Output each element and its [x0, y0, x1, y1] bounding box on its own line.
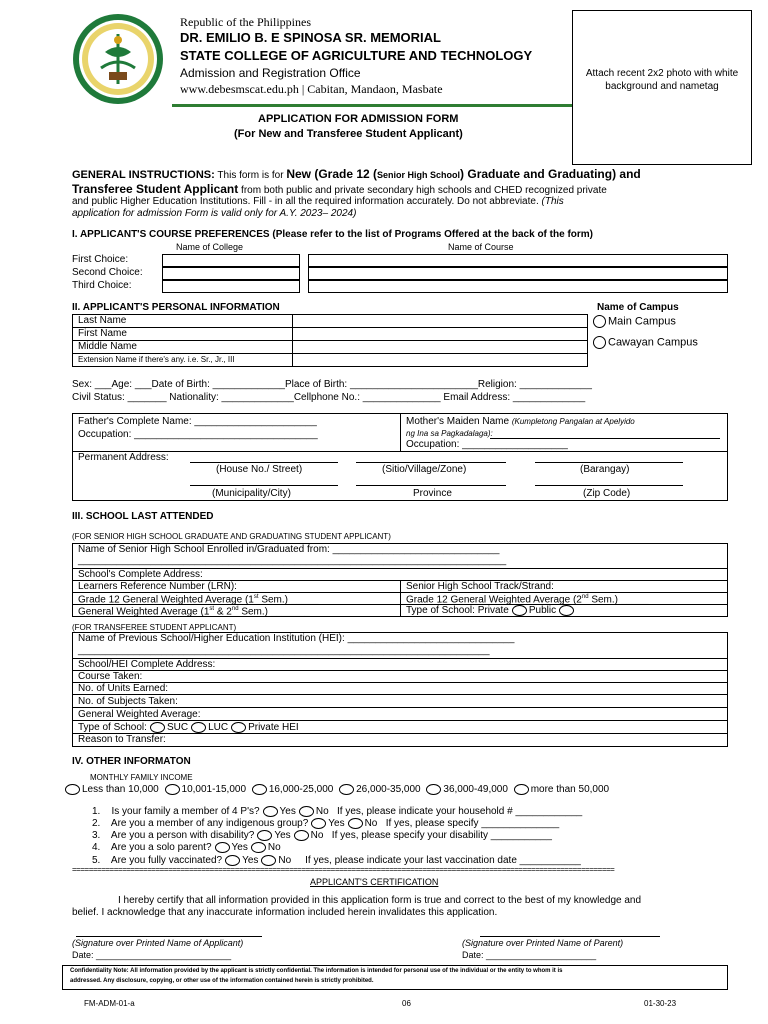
trans-gwa-label: General Weighted Average:	[78, 709, 201, 720]
instructions-line2	[72, 183, 607, 196]
question-2	[92, 818, 559, 829]
q1-no-radio[interactable]	[299, 806, 314, 817]
main-campus-radio[interactable]	[593, 315, 606, 328]
campus-main-option[interactable]	[590, 315, 676, 328]
q5-text: Are you fully vaccinated?	[110, 855, 223, 867]
q5-no: No	[278, 855, 292, 867]
parent-signature-line[interactable]	[480, 936, 660, 937]
reason-to-transfer-label: Reason to Transfer:	[78, 734, 166, 745]
mother-note-2: ng Ina sa Pagkadalaga):	[406, 429, 493, 438]
q1-text: Is your family a member of 4 P's?	[111, 806, 260, 818]
section3-title: III. SCHOOL LAST ATTENDED	[72, 511, 214, 522]
trans-subjects-label: No. of Subjects Taken:	[78, 696, 178, 707]
gwa-both-mid: & 2	[216, 606, 232, 618]
q4-yes-radio[interactable]	[215, 842, 230, 853]
header-green-rule	[172, 104, 572, 107]
instructions-line1	[72, 168, 641, 181]
certification-text-1: I hereby certify that all information provided in this application form is true and correct to the best of my knowledge and	[118, 895, 642, 906]
confidentiality-line2: addressed. Any disclosure, copying, or other use of the information contained herein is strictly prohibited.	[70, 978, 374, 984]
third-choice-course-field[interactable]	[308, 280, 728, 293]
section-divider: ==================================================================================================================================	[72, 866, 615, 874]
instructions-line4: application for admission Form is valid only for A.Y. 2023– 2024)	[72, 208, 357, 219]
office-name: Admission and Registration Office	[180, 66, 361, 80]
q3-rest: If yes, please specify your disability ___________	[331, 830, 552, 842]
gwa-both-sup2: nd	[231, 606, 239, 612]
income-opt-3: 16,000-25,000	[268, 784, 334, 796]
col-name-of-college: Name of College	[176, 242, 244, 252]
gwa-sem2-sup: nd	[581, 594, 589, 600]
second-choice-course-field[interactable]	[308, 267, 728, 280]
first-name-label: First Name	[78, 328, 127, 339]
suc-label: SUC	[166, 722, 189, 734]
mother-occupation-label: Occupation: ___________________	[406, 439, 568, 450]
permanent-address-label: Permanent Address:	[78, 452, 169, 463]
q2-no-radio[interactable]	[348, 818, 363, 829]
shs-heading: (FOR SENIOR HIGH SCHOOL GRADUATE AND GRADUATING STUDENT APPLICANT)	[72, 532, 391, 541]
last-name-field[interactable]	[293, 315, 587, 327]
private-hei-radio[interactable]	[231, 722, 246, 733]
form-title: APPLICATION FOR ADMISSION FORM	[258, 113, 459, 125]
personal-line-b: Civil Status: _______ Nationality: _____________Cellphone No.: ______________ Email Address: _____________	[72, 392, 586, 403]
shs-type-of-school	[406, 605, 576, 616]
income-opt-4: 26,000-35,000	[356, 784, 421, 796]
third-choice-label: Third Choice:	[72, 280, 132, 291]
gwa-sem1-sup: st	[253, 594, 259, 600]
campus-title: Name of Campus	[597, 302, 679, 313]
q4-yes: Yes	[231, 842, 248, 854]
addr-prov-line	[356, 485, 506, 486]
personal-line-a: Sex: ___Age: ___Date of Birth: _____________Place of Birth: _______________________Religion: _____________	[72, 379, 592, 390]
instructions-transferee: Transferee Student Applicant	[72, 182, 239, 196]
income-radio-4[interactable]	[339, 784, 354, 795]
instructions-new: New (Grade 12 (	[286, 167, 378, 181]
q2-no: No	[364, 818, 378, 830]
gwa-both-sup1: st	[209, 606, 215, 612]
addr-brgy-caption: (Barangay)	[580, 464, 630, 475]
extension-name-label: Extension Name if there's any. i.e. Sr., Jr., III	[78, 355, 235, 364]
website-address: www.debesmscat.edu.ph | Cabitan, Mandaon, Masbate	[180, 82, 443, 96]
trans-rule-6	[72, 720, 728, 721]
footer-date: 01-30-23	[644, 999, 677, 1008]
mother-name-label: Mother's Maiden Name	[406, 416, 510, 427]
father-name-label: Father's Complete Name: ______________________	[78, 416, 317, 427]
footer-revision: 06	[402, 999, 411, 1008]
suc-radio[interactable]	[150, 722, 165, 733]
certification-text-2: belief. I acknowledge that any inaccurate information included herein invalidates this application.	[72, 907, 498, 918]
section4-title: IV. OTHER INFORMATON	[72, 756, 191, 767]
shs-type-private-label: Private	[477, 605, 509, 617]
question-3	[92, 830, 552, 841]
shs-divider	[400, 580, 401, 617]
shs-type-label: Type of School:	[406, 605, 475, 617]
q5-number: 5.	[92, 855, 101, 867]
campus-main-label: Main Campus	[608, 315, 676, 328]
addr-muni-caption: (Municipality/City)	[212, 488, 291, 499]
college-seal-logo	[71, 12, 165, 106]
photo-box	[572, 10, 752, 165]
college-name-line1: DR. EMILIO B. E SPINOSA SR. MEMORIAL	[180, 30, 441, 45]
confidentiality-line1: Confidentiality Note: All information provided by the applicant is strictly confidential. The information is intended for personal use of the individual or the entity to whom it is	[70, 968, 563, 974]
shs-private-radio[interactable]	[512, 605, 527, 616]
addr-house-caption: (House No./ Street)	[216, 464, 303, 475]
income-radio-6[interactable]	[514, 784, 529, 795]
income-opt-5: 36,000-49,000	[443, 784, 508, 796]
section1-title: I. APPLICANT'S COURSE PREFERENCES (Please refer to the list of Programs Offered at the back of the form)	[72, 229, 593, 240]
gwa-both-text: General Weighted Average (1	[78, 606, 210, 618]
q3-yes-radio[interactable]	[257, 830, 272, 841]
addr-house-line	[190, 462, 338, 463]
q5-yes-radio[interactable]	[225, 855, 240, 866]
instructions-line3	[72, 197, 564, 207]
trans-address-label: School/HEI Complete Address:	[78, 659, 216, 670]
q4-number: 4.	[92, 842, 101, 854]
addr-prov-caption: Province	[413, 488, 452, 499]
instructions-line3-italic: (This	[541, 196, 564, 207]
income-opt-2: 10,001-15,000	[181, 784, 247, 796]
instructions-label: GENERAL INSTRUCTIONS:	[72, 169, 215, 181]
section2-title: II. APPLICANT'S PERSONAL INFORMATION	[72, 302, 280, 313]
footer-form-code: FM-ADM-01-a	[84, 999, 135, 1008]
first-choice-course-field[interactable]	[308, 254, 728, 267]
parents-divider-horizontal	[72, 451, 728, 452]
gwa-both-end: Sem.) _______	[241, 606, 310, 618]
extension-name-field[interactable]	[293, 354, 587, 366]
income-radio-2[interactable]	[165, 784, 180, 795]
gwa-sem2-end: Sem.) _____	[591, 594, 649, 606]
third-choice-college-field[interactable]	[162, 280, 300, 293]
last-name-label: Last Name	[78, 315, 127, 326]
income-label: MONTHLY FAMILY INCOME	[90, 773, 193, 782]
shs-name-label: Name of Senior High School Enrolled in/Graduated from: ______________________________	[78, 544, 500, 555]
gwa-sem1-label	[78, 594, 319, 605]
instructions-line3-text: and public Higher Education Institutions. Fill - in all the required information accurately. Do not abbreviate.	[72, 196, 539, 207]
parents-divider-vertical	[400, 413, 401, 451]
trans-name-label: Name of Previous School/Higher Education Institution (HEI): ______________________________	[78, 633, 515, 644]
col-name-of-course: Name of Course	[448, 242, 514, 252]
q2-yes: Yes	[328, 818, 345, 830]
luc-radio[interactable]	[191, 722, 206, 733]
shs-type-public-label: Public	[528, 605, 557, 617]
first-choice-college-field[interactable]	[162, 254, 300, 267]
shs-name-blank: _____________________________________________________________________________	[78, 555, 507, 566]
q2-number: 2.	[92, 818, 101, 830]
addr-sitio-caption: (Sitio/Village/Zone)	[382, 464, 467, 475]
income-radio-5[interactable]	[426, 784, 441, 795]
instructions-t2: from both public and private secondary high schools and CHED recognized private	[241, 185, 607, 196]
q4-text: Are you a solo parent?	[110, 842, 212, 854]
college-name-line2: STATE COLLEGE OF AGRICULTURE AND TECHNOLOGY	[180, 48, 533, 63]
middle-name-field[interactable]	[293, 341, 587, 353]
trans-type-of-school	[78, 722, 299, 733]
campus-cawayan-label: Cawayan Campus	[608, 336, 698, 349]
instructions-grad: ) Graduate and Graduating) and	[460, 167, 641, 181]
q2-rest: If yes, please specify ______________	[385, 818, 560, 830]
mother-note: (Kumpletong Pangalan at Apelyido	[511, 417, 635, 426]
trans-rule-7	[72, 733, 728, 734]
transferee-heading: (FOR TRANSFEREE STUDENT APPLICANT)	[72, 623, 237, 632]
trans-name-blank: __________________________________________________________________________	[78, 645, 490, 656]
question-1	[92, 806, 582, 817]
gwa-both-label	[78, 606, 310, 617]
lrn-label: Learners Reference Number (LRN):	[78, 581, 237, 592]
addr-zip-caption: (Zip Code)	[583, 488, 631, 499]
q1-no: No	[315, 806, 329, 818]
income-opt-6: more than 50,000	[530, 784, 610, 796]
q3-number: 3.	[92, 830, 101, 842]
q1-yes-radio[interactable]	[263, 806, 278, 817]
q5-no-radio[interactable]	[261, 855, 276, 866]
second-choice-college-field[interactable]	[162, 267, 300, 280]
first-name-field[interactable]	[293, 328, 587, 340]
photo-instruction: Attach recent 2x2 photo with white background and nametag	[585, 68, 739, 92]
q1-number: 1.	[92, 806, 101, 818]
addr-brgy-line	[535, 462, 683, 463]
q2-text: Are you a member of any indigenous group?	[110, 818, 309, 830]
question-5	[92, 855, 581, 866]
parent-date[interactable]: Date: ______________________	[462, 950, 597, 960]
middle-name-label: Middle Name	[78, 341, 137, 352]
applicant-date[interactable]: Date: ___________________________	[72, 950, 232, 960]
form-subtitle: (For New and Transferee Student Applicant)	[234, 128, 463, 140]
gwa-sem2-text: Grade 12 General Weighted Average (2	[406, 594, 582, 606]
q3-yes: Yes	[274, 830, 291, 842]
father-occupation-label: Occupation: _________________________________	[78, 429, 318, 440]
certification-title: APPLICANT'S CERTIFICATION	[310, 877, 439, 887]
instructions-shs: Senior High School	[377, 170, 461, 180]
q3-text: Are you a person with disability?	[110, 830, 255, 842]
trans-units-label: No. of Units Earned:	[78, 683, 169, 694]
trans-rule-2	[72, 670, 728, 671]
cawayan-campus-radio[interactable]	[593, 336, 606, 349]
addr-zip-line	[535, 485, 683, 486]
trans-course-label: Course Taken:	[78, 671, 143, 682]
private-hei-label: Private HEI	[248, 722, 299, 734]
q5-rest: If yes, please indicate your last vaccination date ___________	[305, 855, 581, 867]
second-choice-label: Second Choice:	[72, 267, 143, 278]
shs-public-radio[interactable]	[559, 605, 574, 616]
trans-rule-5	[72, 707, 728, 708]
track-label: Senior High School Track/Strand:	[406, 581, 554, 592]
q5-yes: Yes	[242, 855, 259, 867]
instructions-t1: This form is for	[217, 170, 284, 181]
trans-type-label: Type of School:	[78, 722, 147, 734]
income-opt-1: Less than 10,000	[82, 784, 159, 796]
parent-signature-caption: (Signature over Printed Name of Parent)	[462, 938, 624, 948]
addr-muni-line	[190, 485, 338, 486]
campus-cawayan-option[interactable]	[590, 336, 698, 349]
trans-rule-3	[72, 682, 728, 683]
gwa-sem1-end: Sem.) _____	[261, 594, 319, 606]
applicant-signature-line[interactable]	[76, 936, 262, 937]
income-radio-1[interactable]	[65, 784, 80, 795]
applicant-signature-caption: (Signature over Printed Name of Applicant)	[72, 938, 244, 948]
q4-no-radio[interactable]	[251, 842, 266, 853]
q1-rest: If yes, please indicate your household # ____________	[337, 806, 583, 818]
q3-no: No	[310, 830, 324, 842]
mother-name-line	[406, 417, 635, 427]
q1-yes: Yes	[279, 806, 296, 818]
gwa-sem1-text: Grade 12 General Weighted Average (1	[78, 594, 254, 606]
first-choice-label: First Choice:	[72, 254, 129, 265]
trans-rule-4	[72, 694, 728, 695]
income-options	[62, 784, 609, 795]
addr-sitio-line	[356, 462, 506, 463]
q3-no-radio[interactable]	[294, 830, 309, 841]
shs-address-label: School's Complete Address:	[78, 569, 203, 580]
income-radio-3[interactable]	[252, 784, 267, 795]
gwa-sem2-label	[406, 594, 649, 605]
republic-line: Republic of the Philippines	[180, 15, 311, 29]
q2-yes-radio[interactable]	[311, 818, 326, 829]
q4-no: No	[267, 842, 281, 854]
question-4	[92, 842, 281, 853]
luc-label: LUC	[208, 722, 229, 734]
